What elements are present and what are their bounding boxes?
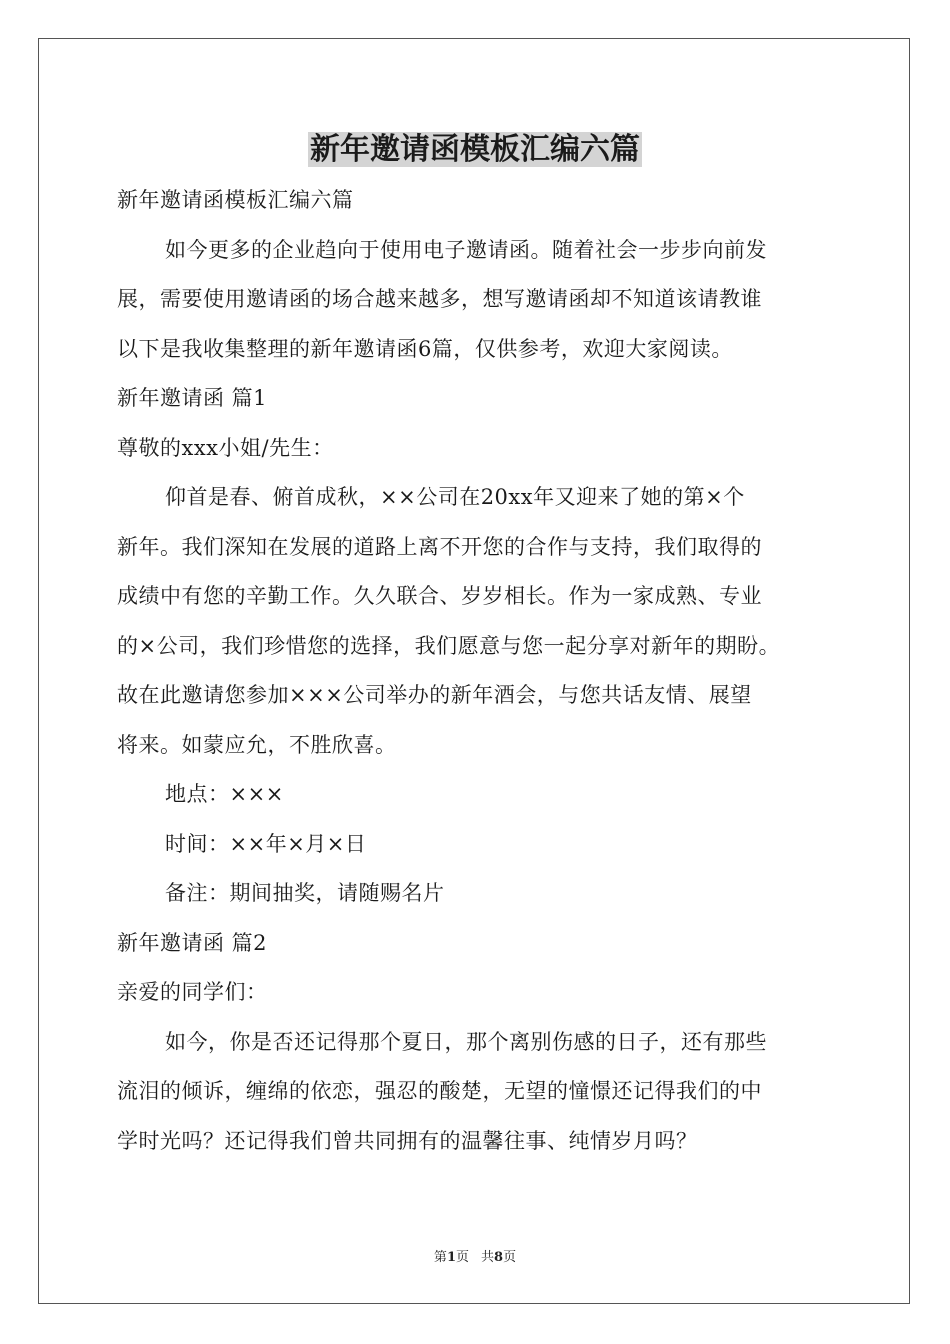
- text-line: 地点：×××: [165, 782, 284, 806]
- document-title: [0, 128, 950, 172]
- text-line: 故在此邀请您参加×××公司举办的新年酒会，与您共话友情、展望: [117, 683, 752, 707]
- text-line: 时间：××年×月×日: [165, 831, 367, 856]
- text-line: 新年邀请函 篇1: [117, 386, 268, 410]
- total-prefix: 共: [481, 1250, 495, 1265]
- text-line: 仰首是春、俯首成秋，××公司在20xx年又迎来了她的第×个: [165, 485, 745, 509]
- page-prefix: 第: [433, 1250, 447, 1265]
- total-suffix: 页: [503, 1250, 517, 1265]
- document-title-text: 新年邀请函模板汇编六篇: [310, 132, 640, 167]
- text-line: 学时光吗？还记得我们曾共同拥有的温馨往事、纯情岁月吗？: [117, 1128, 698, 1153]
- page-suffix: 页: [455, 1250, 469, 1265]
- text-line: 以下是我收集整理的新年邀请函6篇，仅供参考，欢迎大家阅读。: [117, 336, 733, 361]
- page-current: 1: [446, 1250, 456, 1265]
- text-line: 新年邀请函模板汇编六篇: [117, 188, 354, 212]
- document-body: [117, 176, 847, 1166]
- text-line: 尊敬的xxx小姐/先生：: [117, 435, 334, 460]
- text-line: 展，需要使用邀请函的场合越来越多，想写邀请函却不知道该请教谁: [117, 287, 762, 311]
- text-line: 成绩中有您的辛勤工作。久久联合、岁岁相长。作为一家成熟、专业: [117, 584, 762, 608]
- text-line: 将来。如蒙应允，不胜欣喜。: [117, 732, 397, 757]
- text-line: 流泪的倾诉，缠绵的依恋，强忍的酸楚，无望的憧憬还记得我们的中: [117, 1079, 762, 1103]
- text-line: 亲爱的同学们：: [117, 980, 268, 1004]
- text-line: 如今更多的企业趋向于使用电子邀请函。随着社会一步步向前发: [165, 237, 767, 262]
- text-line: 的×公司，我们珍惜您的选择，我们愿意与您一起分享对新年的期盼。: [117, 633, 781, 658]
- text-line: 备注：期间抽奖，请随赐名片: [165, 881, 445, 905]
- total-pages: 8: [494, 1250, 504, 1265]
- text-line: 如今，你是否还记得那个夏日，那个离别伤感的日子，还有那些: [165, 1029, 767, 1054]
- text-line: 新年。我们深知在发展的道路上离不开您的合作与支持，我们取得的: [117, 534, 762, 559]
- page-footer: [0, 1246, 950, 1265]
- text-line: 新年邀请函 篇2: [117, 930, 268, 955]
